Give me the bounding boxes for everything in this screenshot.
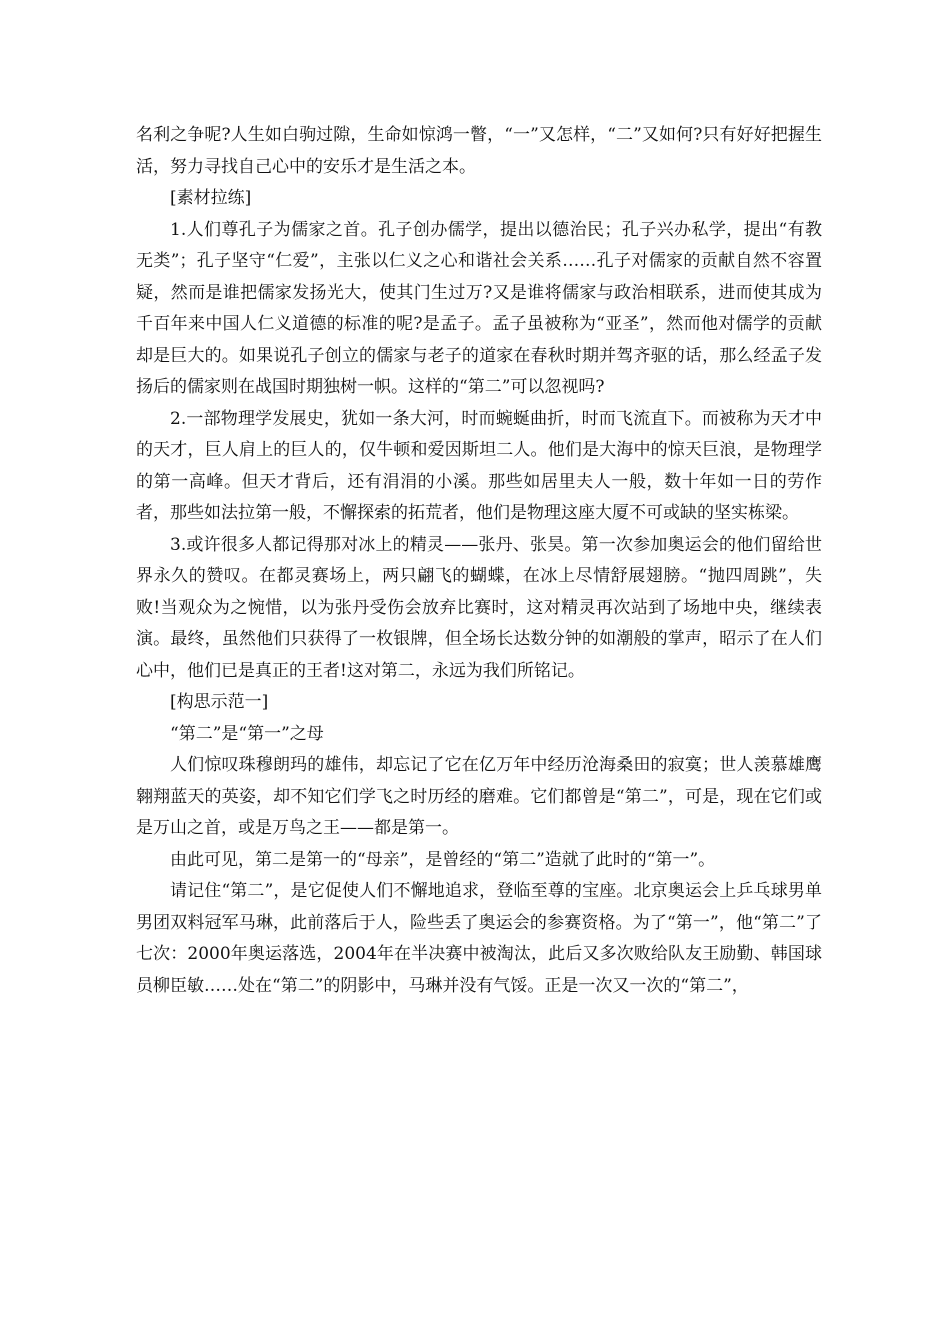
essay-paragraph-2: 由此可见，第二是第一的“母亲”，是曾经的“第二”造就了此时的“第一”。 xyxy=(170,849,716,870)
essay-paragraph-1: 人们惊叹珠穆朗玛的雄伟，却忘记了它在亿万年中经历沧海桑田的寂寞；世人羡慕雄鹰翱翔蓝天的英姿，却不知它们学飞之时历经的磨难。它们都曾是“第二”，可是，现在它们或是万山之首，或是万鸟之王——都是第一。 xyxy=(136,755,822,838)
paragraph-continuation: 名利之争呢?人生如白驹过隙，生命如惊鸿一瞥，“一”又怎样，“二”又如何?只有好好把握生活，努力寻找自己心中的安乐才是生活之本。 xyxy=(136,125,822,177)
paragraph-material-3: 3.或许很多人都记得那对冰上的精灵——张丹、张昊。第一次参加奥运会的他们留给世界永久的赞叹。在都灵赛场上，两只翩飞的蝴蝶，在冰上尽情舒展翅膀。“抛四周跳”，失败!当观众为之惋惜，以为张丹受伤会放弃比赛时，这对精灵再次站到了场地中央，继续表演。最终，虽然他们只获得了一枚银牌，但全场长达数分钟的如潮般的掌声，昭示了在人们心中，他们已是真正的王者!这对第二，永远为我们所铭记。 xyxy=(136,534,822,681)
section-heading-example-one: [构思示范一] xyxy=(170,692,269,712)
section-heading-material-practice: [素材拉练] xyxy=(170,188,252,208)
document-body xyxy=(136,120,822,1002)
paragraph-material-2: 2.一部物理学发展史，犹如一条大河，时而蜿蜒曲折，时而飞流直下。而被称为天才中的天才，巨人肩上的巨人的，仅牛顿和爱因斯坦二人。他们是大海中的惊天巨浪，是物理学的第一高峰。但天才背后，还有涓涓的小溪。那些如居里夫人一般，数十年如一日的劳作者，那些如法拉第一般，不懈探索的拓荒者，他们是物理这座大厦不可或缺的坚实栋梁。 xyxy=(136,408,822,523)
essay-paragraph-3: 请记住“第二”，是它促使人们不懈地追求，登临至尊的宝座。北京奥运会上乒乓球男单男团双料冠军马琳，此前落后于人，险些丢了奥运会的参赛资格。为了“第一”，他“第二”了七次：2000年奥运落选，2004年在半决赛中被淘汰，此后又多次败给队友王励勤、韩国球员柳臣敏……处在“第二”的阴影中，马琳并没有气馁。正是一次又一次的“第二”， xyxy=(136,881,822,996)
essay-title: “第二”是“第一”之母 xyxy=(170,723,324,744)
paragraph-material-1: 1.人们尊孔子为儒家之首。孔子创办儒学，提出以德治民；孔子兴办私学，提出“有教无类”；孔子坚守“仁爱”，主张以仁义之心和谐社会关系……孔子对儒家的贡献自然不容置疑，然而是谁把儒家发扬光大，使其门生过万?又是谁将儒家与政治相联系，进而使其成为千百年来中国人仁义道德的标准的呢?是孟子。孟子虽被称为“亚圣”，然而他对儒学的贡献却是巨大的。如果说孔子创立的儒家与老子的道家在春秋时期并驾齐驱的话，那么经孟子发扬后的儒家则在战国时期独树一帜。这样的“第二”可以忽视吗? xyxy=(136,219,822,397)
